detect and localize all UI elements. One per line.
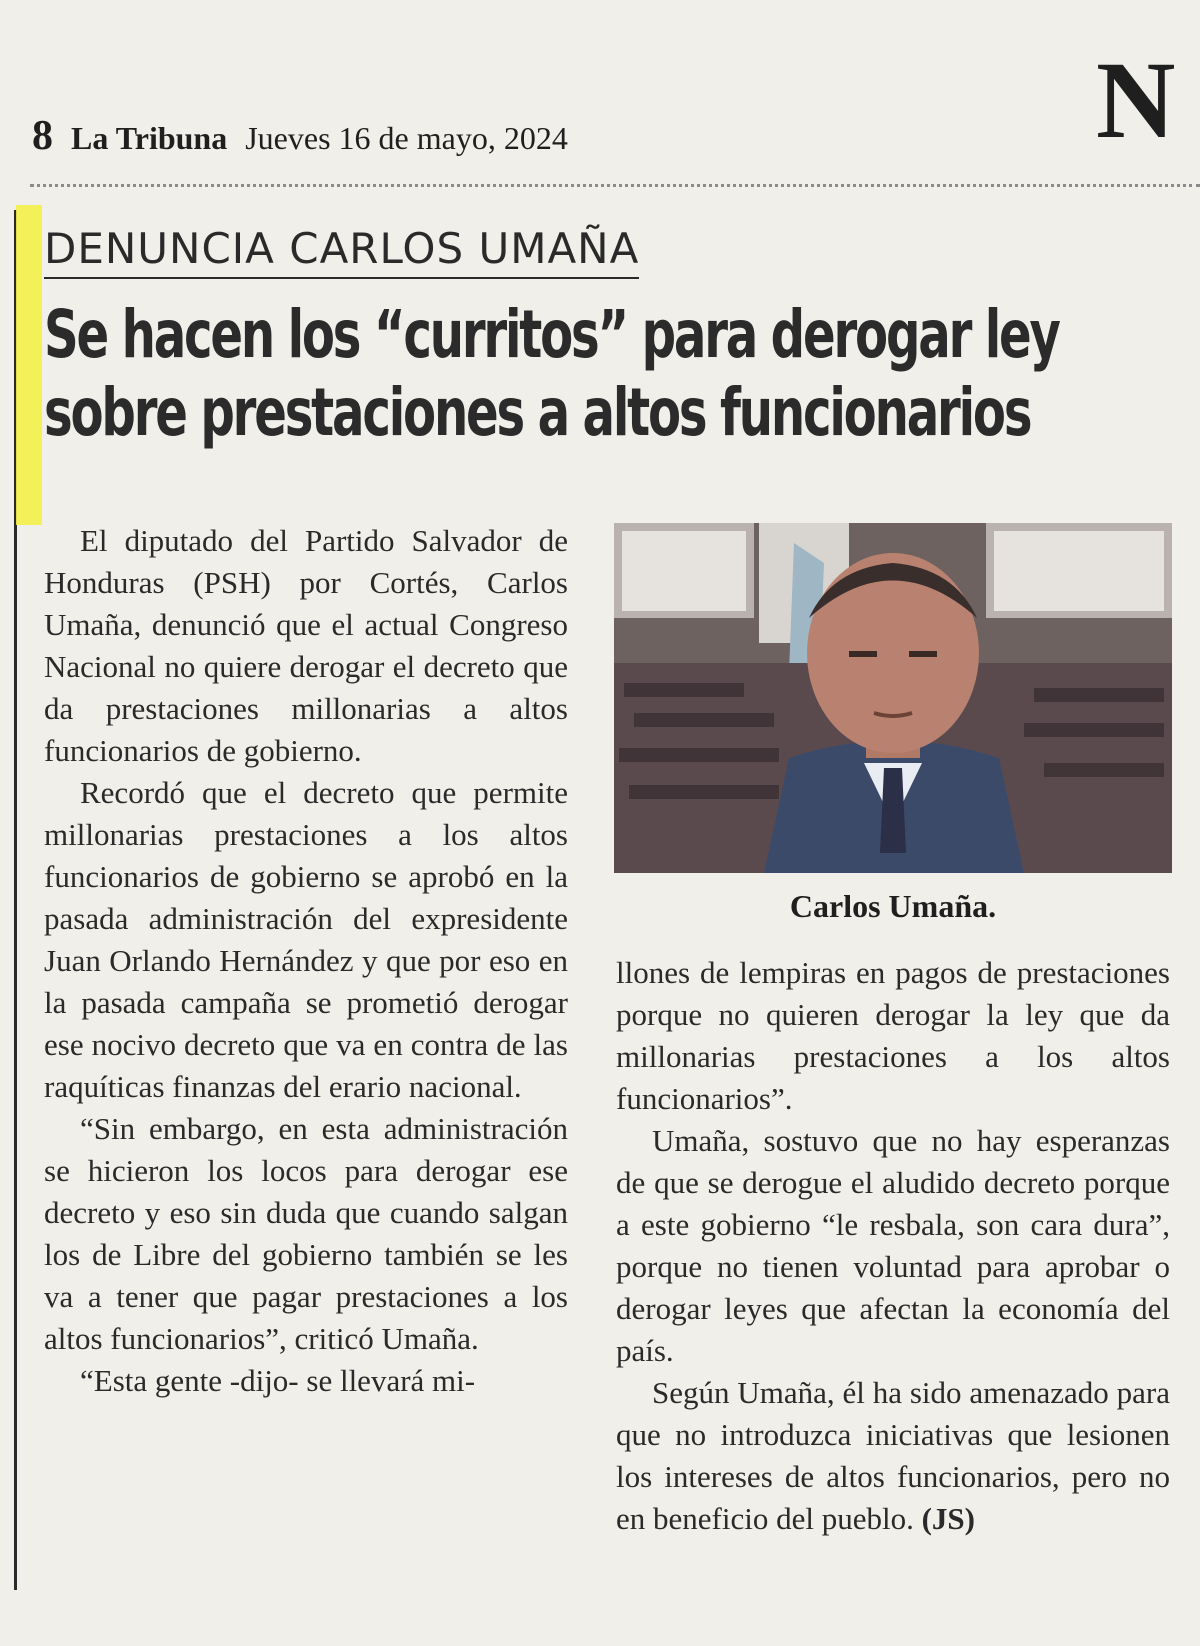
byline: (JS): [921, 1501, 975, 1536]
page-number: 8: [32, 113, 53, 159]
paragraph: “Esta gente -dijo- se llevará mi-: [80, 1363, 476, 1398]
article-column-right: [616, 952, 1170, 1540]
paragraph: [616, 1372, 1170, 1540]
header-divider: [30, 184, 1200, 187]
photo-caption: Carlos Umaña.: [789, 888, 997, 924]
page-header: [32, 112, 568, 162]
article-column-left: [44, 520, 568, 1402]
paragraph: “Sin embargo, en esta administración se hicieron los locos para derogar ese decreto y eso sin duda que cuando salgan los de Libre del gobierno también se les va a tener que pagar prestaciones a los altos funcionarios”, criticó Umaña.: [44, 1111, 568, 1356]
publication-date: Jueves 16 de mayo, 2024: [245, 120, 568, 156]
highlighter-mark: [16, 205, 42, 525]
section-letter: N: [1096, 39, 1176, 161]
article-photo: [614, 523, 1172, 873]
paragraph: Recordó que el decreto que permite millonarias prestaciones a los altos funcionarios de gobierno se aprobó en la pasada administración del expresidente Juan Orlando Hernández y que por eso en la pasada campaña se prometió derogar ese nocivo decreto que va en contra de las raquíticas finanzas del erario nacional.: [44, 775, 568, 1104]
article-headline: [44, 296, 1059, 452]
headline-line: Se hacen los “curritos” para derogar ley: [44, 296, 1059, 373]
headline-line: sobre prestaciones a altos funcionarios: [44, 374, 1031, 451]
last-paragraph-text: Según Umaña, él ha sido amenazado para que no introduzca iniciativas que lesionen los intereses de altos funcionarios, pero no en beneficio del pueblo.: [616, 1375, 1170, 1536]
portrait-illustration: [614, 523, 1172, 873]
newspaper-name: La Tribuna: [71, 120, 228, 156]
article-kicker: DENUNCIA CARLOS UMAÑA: [44, 224, 639, 279]
paragraph: Umaña, sostuvo que no hay esperanzas de que se derogue el aludido decreto porque a este gobierno “le resbala, son cara dura”, porque no tienen voluntad para aprobar o derogar leyes que afectan la economía del país.: [616, 1123, 1170, 1368]
paragraph: llones de lempiras en pagos de prestaciones porque no quieren derogar la ley que da millonarias prestaciones a los altos funcionarios”.: [616, 955, 1170, 1116]
paragraph: El diputado del Partido Salvador de Honduras (PSH) por Cortés, Carlos Umaña, denunció que el actual Congreso Nacional no quiere derogar el decreto que da prestaciones millonarias a altos funcionarios de gobierno.: [44, 523, 568, 768]
